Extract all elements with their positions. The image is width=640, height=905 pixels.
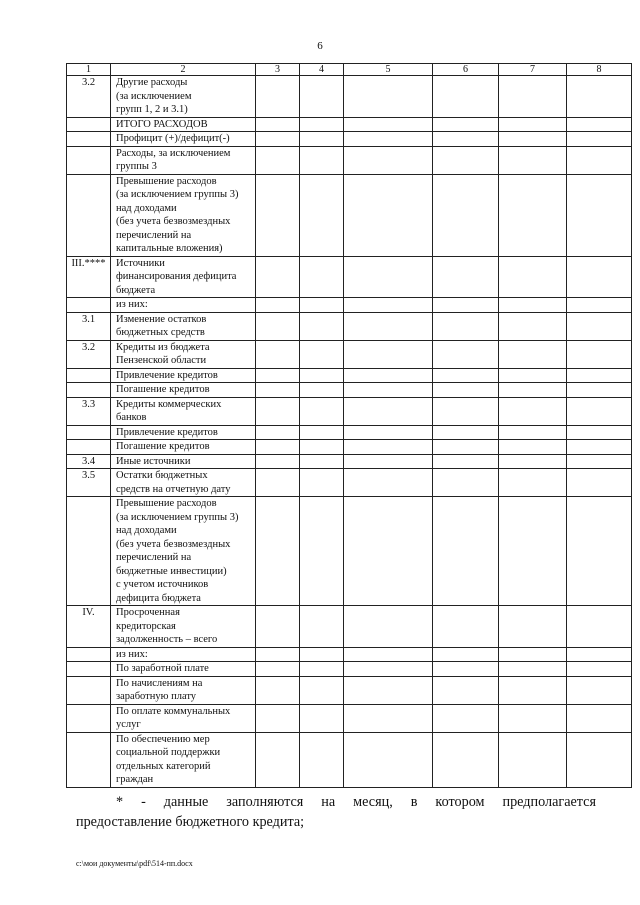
table-row [67, 704, 632, 732]
column-header: 4 [300, 64, 344, 76]
data-cell [433, 469, 499, 497]
data-cell [300, 368, 344, 383]
row-number [67, 298, 111, 313]
data-cell [256, 647, 300, 662]
data-cell [256, 469, 300, 497]
data-cell [344, 732, 433, 787]
budget-form-table [66, 63, 632, 788]
row-number [67, 704, 111, 732]
page-number: 6 [317, 40, 323, 52]
data-cell [499, 662, 567, 677]
data-cell [567, 454, 632, 469]
data-cell [344, 174, 433, 256]
data-cell [344, 497, 433, 606]
data-cell [256, 662, 300, 677]
data-cell [433, 117, 499, 132]
data-cell [433, 298, 499, 313]
data-cell [256, 340, 300, 368]
row-label: Изменение остатков бюджетных средств [111, 312, 256, 340]
table-row [67, 368, 632, 383]
row-label: Остатки бюджетных средств на отчетную дату [111, 469, 256, 497]
data-cell [567, 440, 632, 455]
table-row [67, 606, 632, 648]
data-cell [256, 732, 300, 787]
footnote-line-1: * - данные заполняются на месяц, в котором предполагается [116, 794, 596, 810]
data-cell [567, 383, 632, 398]
row-number [67, 117, 111, 132]
data-cell [433, 132, 499, 147]
column-header: 5 [344, 64, 433, 76]
data-cell [344, 117, 433, 132]
table-header-row [67, 64, 632, 76]
data-cell [344, 704, 433, 732]
table-row [67, 397, 632, 425]
table-row [67, 146, 632, 174]
data-cell [300, 340, 344, 368]
data-cell [433, 662, 499, 677]
row-number [67, 368, 111, 383]
row-number: 3.2 [67, 340, 111, 368]
row-label: Иные источники [111, 454, 256, 469]
data-cell [300, 298, 344, 313]
data-cell [256, 497, 300, 606]
row-label: Кредиты коммерческих банков [111, 397, 256, 425]
data-cell [567, 298, 632, 313]
row-number: IV. [67, 606, 111, 648]
data-cell [256, 76, 300, 118]
data-cell [499, 174, 567, 256]
table-row [67, 340, 632, 368]
row-label: Погашение кредитов [111, 440, 256, 455]
row-label: из них: [111, 298, 256, 313]
data-cell [300, 425, 344, 440]
data-cell [567, 146, 632, 174]
data-cell [256, 606, 300, 648]
data-cell [433, 397, 499, 425]
row-label: Привлечение кредитов [111, 425, 256, 440]
data-cell [300, 397, 344, 425]
data-cell [567, 340, 632, 368]
data-cell [344, 469, 433, 497]
row-label: Кредиты из бюджета Пензенской области [111, 340, 256, 368]
row-label: Профицит (+)/дефицит(-) [111, 132, 256, 147]
data-cell [433, 383, 499, 398]
data-cell [499, 497, 567, 606]
data-cell [499, 469, 567, 497]
data-cell [300, 440, 344, 455]
file-path-footer: c:\мои документы\pdf\514-пп.docx [76, 859, 193, 868]
data-cell [499, 368, 567, 383]
data-cell [433, 146, 499, 174]
data-cell [256, 440, 300, 455]
row-label: из них: [111, 647, 256, 662]
data-cell [344, 425, 433, 440]
data-cell [567, 368, 632, 383]
data-cell [300, 676, 344, 704]
data-cell [344, 662, 433, 677]
data-cell [256, 117, 300, 132]
table-row [67, 312, 632, 340]
data-cell [256, 454, 300, 469]
data-cell [300, 647, 344, 662]
table-row [67, 132, 632, 147]
data-cell [433, 368, 499, 383]
data-cell [567, 425, 632, 440]
data-cell [344, 146, 433, 174]
data-cell [433, 256, 499, 298]
data-cell [300, 662, 344, 677]
column-header: 1 [67, 64, 111, 76]
table-row [67, 174, 632, 256]
data-cell [433, 425, 499, 440]
row-number [67, 425, 111, 440]
data-cell [433, 647, 499, 662]
data-cell [433, 174, 499, 256]
row-number [67, 174, 111, 256]
data-cell [567, 676, 632, 704]
table-row [67, 298, 632, 313]
data-cell [300, 606, 344, 648]
data-cell [499, 676, 567, 704]
data-cell [499, 440, 567, 455]
data-cell [433, 76, 499, 118]
data-cell [256, 312, 300, 340]
data-cell [300, 704, 344, 732]
column-header: 3 [256, 64, 300, 76]
data-cell [499, 146, 567, 174]
data-cell [256, 704, 300, 732]
row-label: По заработной плате [111, 662, 256, 677]
data-cell [300, 454, 344, 469]
data-cell [567, 76, 632, 118]
row-label: По начислениям на заработную плату [111, 676, 256, 704]
table-row [67, 732, 632, 787]
data-cell [344, 647, 433, 662]
data-cell [499, 76, 567, 118]
data-cell [256, 174, 300, 256]
row-number [67, 383, 111, 398]
data-cell [499, 298, 567, 313]
data-cell [344, 256, 433, 298]
data-cell [256, 383, 300, 398]
column-header: 6 [433, 64, 499, 76]
data-cell [300, 174, 344, 256]
data-cell [344, 383, 433, 398]
data-cell [256, 676, 300, 704]
data-cell [499, 340, 567, 368]
data-cell [344, 368, 433, 383]
row-label: Другие расходы (за исключением групп 1, 2 и 3.1) [111, 76, 256, 118]
data-cell [567, 662, 632, 677]
data-cell [256, 425, 300, 440]
row-number [67, 662, 111, 677]
data-cell [300, 732, 344, 787]
data-cell [344, 606, 433, 648]
row-number [67, 497, 111, 606]
table-row [67, 662, 632, 677]
data-cell [256, 397, 300, 425]
data-cell [344, 312, 433, 340]
data-cell [499, 425, 567, 440]
data-cell [567, 256, 632, 298]
data-cell [499, 117, 567, 132]
data-cell [433, 312, 499, 340]
data-cell [256, 368, 300, 383]
data-cell [567, 117, 632, 132]
data-cell [433, 440, 499, 455]
row-number: 3.1 [67, 312, 111, 340]
data-cell [499, 732, 567, 787]
data-cell [567, 704, 632, 732]
row-label: Источники финансирования дефицита бюджета [111, 256, 256, 298]
data-cell [499, 647, 567, 662]
row-label: Погашение кредитов [111, 383, 256, 398]
footnote-line-2: предоставление бюджетного кредита; [76, 814, 305, 830]
table-row [67, 117, 632, 132]
table-row [67, 647, 632, 662]
table-row [67, 383, 632, 398]
column-header: 7 [499, 64, 567, 76]
data-cell [300, 312, 344, 340]
data-cell [344, 440, 433, 455]
row-number [67, 146, 111, 174]
data-cell [344, 76, 433, 118]
row-label: Просроченная кредиторская задолженность – всего [111, 606, 256, 648]
row-label: Расходы, за исключением группы 3 [111, 146, 256, 174]
data-cell [300, 146, 344, 174]
data-cell [567, 174, 632, 256]
row-label: ИТОГО РАСХОДОВ [111, 117, 256, 132]
data-cell [433, 732, 499, 787]
data-cell [433, 676, 499, 704]
data-cell [499, 454, 567, 469]
row-label: Превышение расходов (за исключением группы 3) над доходами (без учета безвозмездных перечислений на капитальные вложения) [111, 174, 256, 256]
table-row [67, 469, 632, 497]
data-cell [433, 340, 499, 368]
data-cell [499, 397, 567, 425]
data-cell [567, 647, 632, 662]
row-number [67, 647, 111, 662]
row-label: По обеспечению мер социальной поддержки отдельных категорий граждан [111, 732, 256, 787]
table-row [67, 256, 632, 298]
data-cell [567, 469, 632, 497]
data-cell [300, 76, 344, 118]
data-cell [433, 454, 499, 469]
row-number [67, 440, 111, 455]
data-cell [567, 397, 632, 425]
row-number: 3.4 [67, 454, 111, 469]
data-cell [567, 312, 632, 340]
data-cell [344, 397, 433, 425]
data-cell [300, 497, 344, 606]
data-cell [344, 676, 433, 704]
data-cell [256, 132, 300, 147]
data-cell [499, 704, 567, 732]
row-number [67, 676, 111, 704]
row-number: 3.5 [67, 469, 111, 497]
data-cell [300, 383, 344, 398]
table-row [67, 676, 632, 704]
data-cell [256, 298, 300, 313]
row-label: Привлечение кредитов [111, 368, 256, 383]
data-cell [256, 256, 300, 298]
data-cell [567, 732, 632, 787]
data-cell [300, 132, 344, 147]
data-cell [344, 132, 433, 147]
table-row [67, 76, 632, 118]
data-cell [300, 469, 344, 497]
data-cell [567, 497, 632, 606]
data-cell [567, 132, 632, 147]
data-cell [433, 606, 499, 648]
data-cell [344, 298, 433, 313]
data-cell [256, 146, 300, 174]
data-cell [499, 312, 567, 340]
row-label: Превышение расходов (за исключением группы 3) над доходами (без учета безвозмездных перечислений на бюджетные инвестиции) с учетом источников дефицита бюджета [111, 497, 256, 606]
data-cell [344, 454, 433, 469]
column-header: 8 [567, 64, 632, 76]
data-cell [300, 256, 344, 298]
table-row [67, 497, 632, 606]
data-cell [300, 117, 344, 132]
data-cell [344, 340, 433, 368]
data-cell [499, 132, 567, 147]
row-number [67, 732, 111, 787]
data-cell [433, 497, 499, 606]
row-number [67, 132, 111, 147]
row-label: По оплате коммунальных услуг [111, 704, 256, 732]
row-number: 3.2 [67, 76, 111, 118]
data-cell [433, 704, 499, 732]
data-cell [499, 606, 567, 648]
data-cell [567, 606, 632, 648]
table-row [67, 440, 632, 455]
data-cell [499, 383, 567, 398]
row-number: 3.3 [67, 397, 111, 425]
column-header: 2 [111, 64, 256, 76]
data-cell [499, 256, 567, 298]
table-row [67, 454, 632, 469]
row-number: III.**** [67, 256, 111, 298]
table-row [67, 425, 632, 440]
